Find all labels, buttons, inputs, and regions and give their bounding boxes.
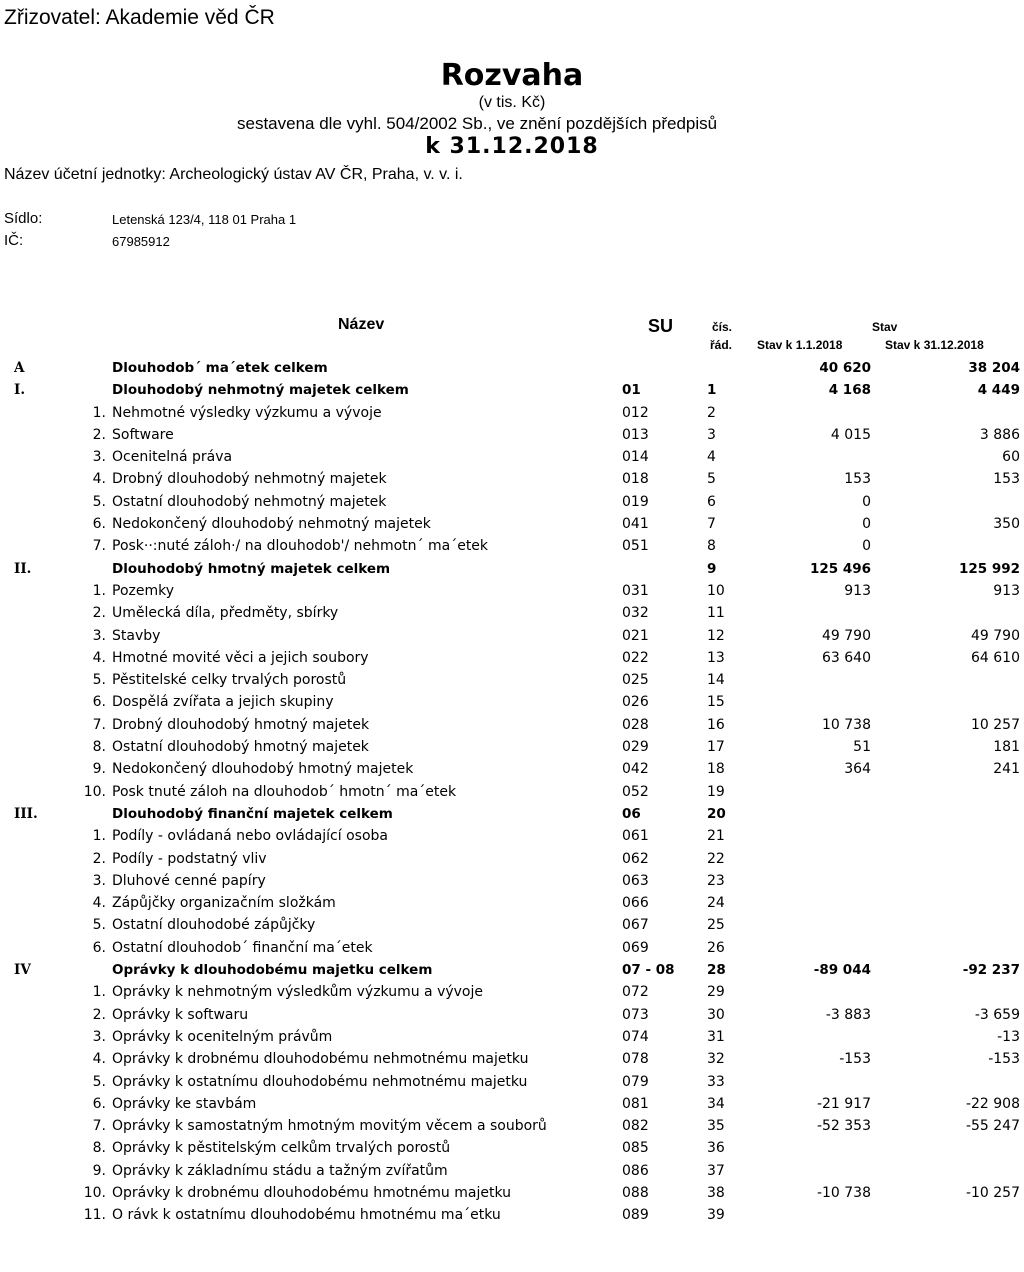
row-value-end: -55 247	[965, 1118, 1020, 1135]
row-value-end: 64 610	[971, 649, 1020, 666]
table-row	[0, 1094, 1024, 1116]
table-row	[0, 469, 1024, 491]
row-number: 4.	[92, 471, 106, 488]
row-su: 042	[622, 761, 649, 778]
row-value-end: -92 237	[962, 962, 1020, 979]
row-value-start: 10 738	[822, 716, 871, 733]
row-number: 2.	[92, 1006, 106, 1023]
row-su: 067	[622, 917, 649, 934]
row-value-end: 60	[1002, 449, 1020, 466]
row-line: 6	[707, 493, 716, 510]
table-row	[0, 581, 1024, 603]
row-value-start: 0	[862, 538, 871, 555]
row-su: 07 - 08	[622, 962, 675, 979]
row-value-end: 181	[993, 739, 1020, 756]
row-number: 3.	[92, 449, 106, 466]
section-row	[0, 380, 1024, 402]
row-value-start: -21 917	[816, 1095, 871, 1112]
table-row	[0, 938, 1024, 960]
row-value-start: 0	[862, 516, 871, 533]
table-row	[0, 403, 1024, 425]
column-header-rad: řád.	[710, 338, 733, 352]
row-number: 11.	[83, 1207, 106, 1224]
row-su: 06	[622, 805, 641, 822]
row-name: Ocenitelná práva	[112, 449, 233, 466]
table-row	[0, 715, 1024, 737]
row-number: 1.	[92, 984, 106, 1001]
row-number: 3.	[92, 872, 106, 889]
row-name: Zápůjčky organizačním složkám	[112, 895, 336, 912]
row-value-start: 40 620	[819, 360, 871, 376]
row-su: 028	[622, 716, 649, 733]
row-value-end: 241	[993, 761, 1020, 778]
row-line: 28	[707, 962, 726, 979]
row-su: 018	[622, 471, 649, 488]
row-line: 23	[707, 872, 725, 889]
row-name: Drobný dlouhodobý nehmotný majetek	[112, 471, 387, 488]
column-header-nazev: Název	[338, 316, 385, 333]
row-name: Oprávky k drobnému dlouhodobému nehmotnému majetku	[112, 1051, 529, 1068]
row-value-end: 3 886	[979, 426, 1020, 443]
row-number: 3.	[92, 627, 106, 644]
row-name: Pozemky	[112, 582, 175, 599]
table-row	[0, 536, 1024, 558]
row-line: 37	[707, 1162, 725, 1179]
row-su: 022	[622, 649, 649, 666]
row-line: 4	[707, 449, 716, 466]
row-value-start: -89 044	[813, 962, 871, 979]
table-row	[0, 447, 1024, 469]
row-name: Dospělá zvířata a jejich skupiny	[112, 694, 334, 711]
row-number: 1.	[92, 828, 106, 845]
row-su: 013	[622, 426, 649, 443]
row-name: Oprávky k ostatnímu dlouhodobému nehmotnému majetku	[112, 1073, 528, 1090]
basis-note: sestavena dle vyhl. 504/2002 Sb., ve znění pozdějších předpisů	[237, 114, 718, 133]
row-line: 24	[707, 895, 725, 912]
row-name: Dlouhodob´ ma´etek celkem	[112, 360, 328, 376]
row-value-start: 913	[844, 582, 871, 599]
row-su: 088	[622, 1184, 649, 1201]
row-number: 5.	[92, 493, 106, 510]
table-row	[0, 915, 1024, 937]
row-line: 38	[707, 1184, 725, 1201]
row-number: 2.	[92, 605, 106, 622]
row-number: 6.	[92, 1095, 106, 1112]
row-su: 079	[622, 1073, 649, 1090]
table-row	[0, 1072, 1024, 1094]
row-name: Dlouhodobý nehmotný majetek celkem	[112, 382, 409, 399]
table-row	[0, 893, 1024, 915]
table-row	[0, 849, 1024, 871]
column-header-stav-start: Stav k 1.1.2018	[757, 338, 843, 352]
row-line: 35	[707, 1118, 725, 1135]
row-name: Podíly - ovládaná nebo ovládající osoba	[112, 828, 388, 845]
report-date: k 31.12.2018	[425, 134, 599, 159]
sidlo-label: Sídlo:	[4, 210, 43, 227]
row-su: 086	[622, 1162, 649, 1179]
row-section: II.	[14, 560, 32, 577]
row-line: 5	[707, 471, 716, 488]
row-name: Posk··:nuté záloh·/ na dlouhodob'/ nehmotn´ ma´etek	[112, 538, 489, 555]
row-line: 14	[707, 672, 725, 689]
row-number: 9.	[92, 761, 106, 778]
table-row	[0, 1183, 1024, 1205]
row-name: Ostatní dlouhodob´ finanční ma´etek	[112, 939, 373, 956]
table-row	[0, 603, 1024, 625]
section-row	[0, 960, 1024, 982]
row-line: 20	[707, 805, 726, 822]
row-name: Ostatní dlouhodobé zápůjčky	[112, 917, 316, 934]
table-row	[0, 1005, 1024, 1027]
row-value-start: -153	[839, 1051, 871, 1068]
row-su: 074	[622, 1028, 649, 1045]
row-number: 5.	[92, 672, 106, 689]
row-number: 6.	[92, 939, 106, 956]
row-name: Drobný dlouhodobý hmotný majetek	[112, 716, 370, 733]
row-line: 7	[707, 516, 716, 533]
balance-sheet-table	[0, 358, 1024, 1228]
row-value-start: 63 640	[822, 649, 871, 666]
row-value-start: -10 738	[816, 1184, 871, 1201]
table-row	[0, 782, 1024, 804]
row-number: 9.	[92, 1162, 106, 1179]
row-number: 8.	[92, 739, 106, 756]
row-su: 029	[622, 739, 649, 756]
row-value-end: -3 659	[974, 1006, 1020, 1023]
row-line: 29	[707, 984, 725, 1001]
row-number: 4.	[92, 895, 106, 912]
section-row	[0, 559, 1024, 581]
row-value-end: 153	[993, 471, 1020, 488]
row-value-end: 350	[993, 516, 1020, 533]
row-number: 5.	[92, 1073, 106, 1090]
row-su: 062	[622, 850, 649, 867]
row-number: 2.	[92, 850, 106, 867]
row-name: Dlouhodobý hmotný majetek celkem	[112, 560, 391, 577]
table-row	[0, 492, 1024, 514]
row-value-start: 51	[853, 739, 871, 756]
row-su: 073	[622, 1006, 649, 1023]
row-line: 25	[707, 917, 725, 934]
row-line: 31	[707, 1028, 725, 1045]
table-row	[0, 670, 1024, 692]
row-value-end: 4 449	[977, 382, 1020, 399]
row-name: Oprávky k ocenitelným právům	[112, 1028, 333, 1045]
row-su: 069	[622, 939, 649, 956]
units-note: (v tis. Kč)	[478, 94, 546, 111]
row-number: 6.	[92, 694, 106, 711]
row-name: Oprávky k pěstitelským celkům trvalých porostů	[112, 1140, 451, 1157]
column-header-cis: čís.	[712, 320, 733, 334]
row-line: 10	[707, 582, 725, 599]
row-line: 21	[707, 828, 725, 845]
row-name: Oprávky k drobnému dlouhodobému hmotnému majetku	[112, 1184, 511, 1201]
row-su: 019	[622, 493, 649, 510]
row-su: 01	[622, 382, 641, 399]
row-su: 012	[622, 404, 649, 421]
row-su: 078	[622, 1051, 649, 1068]
row-value-start: 125 496	[809, 560, 871, 577]
row-line: 17	[707, 739, 725, 756]
table-row	[0, 737, 1024, 759]
row-line: 3	[707, 426, 716, 443]
row-line: 32	[707, 1051, 725, 1068]
row-name: Nedokončený dlouhodobý nehmotný majetek	[112, 516, 431, 533]
row-su: 021	[622, 627, 649, 644]
row-number: 4.	[92, 1051, 106, 1068]
row-line: 13	[707, 649, 725, 666]
row-line: 22	[707, 850, 725, 867]
row-value-end: 913	[993, 582, 1020, 599]
row-value-end: -153	[988, 1051, 1020, 1068]
section-row	[0, 804, 1024, 826]
row-value-end: 125 992	[958, 560, 1020, 577]
row-line: 15	[707, 694, 725, 711]
row-section: A	[14, 360, 25, 376]
row-number: 7.	[92, 716, 106, 733]
row-su: 082	[622, 1118, 649, 1135]
row-value-end: 38 204	[968, 360, 1020, 376]
row-line: 8	[707, 538, 716, 555]
row-value-end: 49 790	[971, 627, 1020, 644]
row-value-start: 49 790	[822, 627, 871, 644]
column-header-stav-end: Stav k 31.12.2018	[885, 338, 984, 352]
table-row	[0, 759, 1024, 781]
row-line: 18	[707, 761, 725, 778]
row-number: 10.	[83, 783, 106, 800]
row-value-start: 153	[844, 471, 871, 488]
row-name: Stavby	[112, 627, 161, 644]
row-name: Nehmotné výsledky výzkumu a vývoje	[112, 404, 382, 421]
zrizovatel: Zřizovatel: Akademie věd ČR	[4, 6, 275, 29]
sidlo-value: Letenská 123/4, 118 01 Praha 1	[112, 212, 297, 227]
row-su: 031	[622, 582, 649, 599]
row-line: 12	[707, 627, 725, 644]
row-su: 061	[622, 828, 649, 845]
row-value-start: 4 015	[830, 426, 871, 443]
row-value-start: -52 353	[816, 1118, 871, 1135]
row-value-start: 364	[844, 761, 871, 778]
row-name: Oprávky k samostatným hmotným movitým věcem a souborů	[112, 1118, 547, 1135]
row-line: 11	[707, 605, 725, 622]
row-line: 2	[707, 404, 716, 421]
row-number: 7.	[92, 1118, 106, 1135]
row-name: Hmotné movité věci a jejich soubory	[112, 649, 369, 666]
table-row	[0, 982, 1024, 1004]
row-line: 19	[707, 783, 725, 800]
row-value-start: 4 168	[828, 382, 871, 399]
row-line: 33	[707, 1073, 725, 1090]
entity-name: Název účetní jednotky: Archeologický ústav AV ČR, Praha, v. v. i.	[4, 166, 463, 183]
row-value-start: -3 883	[825, 1006, 871, 1023]
row-line: 39	[707, 1207, 725, 1224]
column-header-stav: Stav	[872, 320, 898, 334]
row-number: 5.	[92, 917, 106, 934]
document-title: Rozvaha	[440, 58, 584, 93]
row-name: Posk tnuté záloh na dlouhodob´ hmotn´ ma´etek	[112, 783, 457, 800]
row-line: 1	[707, 382, 717, 399]
row-name: Oprávky k dlouhodobému majetku celkem	[112, 962, 433, 979]
row-section: IV	[14, 962, 31, 979]
row-name: Dlouhodobý finanční majetek celkem	[112, 805, 393, 822]
row-name: Ostatní dlouhodobý hmotný majetek	[112, 739, 369, 756]
row-name: Pěstitelské celky trvalých porostů	[112, 672, 347, 689]
row-number: 7.	[92, 538, 106, 555]
row-su: 066	[622, 895, 649, 912]
table-row	[0, 871, 1024, 893]
table-row	[0, 514, 1024, 536]
row-number: 2.	[92, 426, 106, 443]
row-name: Oprávky k nehmotným výsledkům výzkumu a vývoje	[112, 984, 483, 1001]
row-number: 6.	[92, 516, 106, 533]
table-row	[0, 1138, 1024, 1160]
table-row	[0, 1205, 1024, 1227]
row-name: Umělecká díla, předměty, sbírky	[112, 605, 339, 622]
row-value-end: -13	[997, 1028, 1020, 1045]
table-row	[0, 692, 1024, 714]
row-name: Oprávky k základnímu stádu a tažným zvířatům	[112, 1162, 448, 1179]
row-su: 025	[622, 672, 649, 689]
table-row	[0, 648, 1024, 670]
row-su: 085	[622, 1140, 649, 1157]
row-name: Nedokončený dlouhodobý hmotný majetek	[112, 761, 414, 778]
table-row	[0, 1116, 1024, 1138]
row-number: 8.	[92, 1140, 106, 1157]
row-line: 34	[707, 1095, 725, 1112]
row-su: 052	[622, 783, 649, 800]
row-name: Software	[112, 426, 174, 443]
row-line: 26	[707, 939, 725, 956]
row-line: 9	[707, 560, 717, 577]
row-section: III.	[14, 805, 38, 822]
row-value-end: -22 908	[965, 1095, 1020, 1112]
row-su: 089	[622, 1207, 649, 1224]
row-su: 072	[622, 984, 649, 1001]
table-row	[0, 1049, 1024, 1071]
row-su: 014	[622, 449, 649, 466]
row-line: 16	[707, 716, 725, 733]
row-section: I.	[14, 382, 26, 399]
row-su: 032	[622, 605, 649, 622]
row-value-start: 0	[862, 493, 871, 510]
row-name: O rávk k ostatnímu dlouhodobému hmotnému ma´etku	[112, 1207, 501, 1224]
table-row	[0, 826, 1024, 848]
row-line: 36	[707, 1140, 725, 1157]
row-su: 063	[622, 872, 649, 889]
ic-value: 67985912	[112, 234, 170, 249]
row-su: 081	[622, 1095, 649, 1112]
table-row	[0, 626, 1024, 648]
row-name: Oprávky k softwaru	[112, 1006, 249, 1023]
row-name: Ostatní dlouhodobý nehmotný majetek	[112, 493, 387, 510]
row-number: 3.	[92, 1028, 106, 1045]
ic-label: IČ:	[4, 232, 24, 249]
row-name: Dluhové cenné papíry	[112, 872, 266, 889]
row-value-end: 10 257	[971, 716, 1020, 733]
table-row	[0, 1161, 1024, 1183]
row-number: 10.	[83, 1184, 106, 1201]
column-header-su: SU	[648, 316, 674, 336]
section-row	[0, 358, 1024, 380]
row-line: 30	[707, 1006, 725, 1023]
row-number: 4.	[92, 649, 106, 666]
row-name: Oprávky ke stavbám	[112, 1095, 257, 1112]
row-su: 041	[622, 516, 649, 533]
row-value-end: -10 257	[965, 1184, 1020, 1201]
row-su: 051	[622, 538, 649, 555]
table-row	[0, 1027, 1024, 1049]
row-number: 1.	[92, 404, 106, 421]
row-number: 1.	[92, 582, 106, 599]
table-row	[0, 425, 1024, 447]
row-su: 026	[622, 694, 649, 711]
row-name: Podíly - podstatný vliv	[112, 850, 267, 867]
